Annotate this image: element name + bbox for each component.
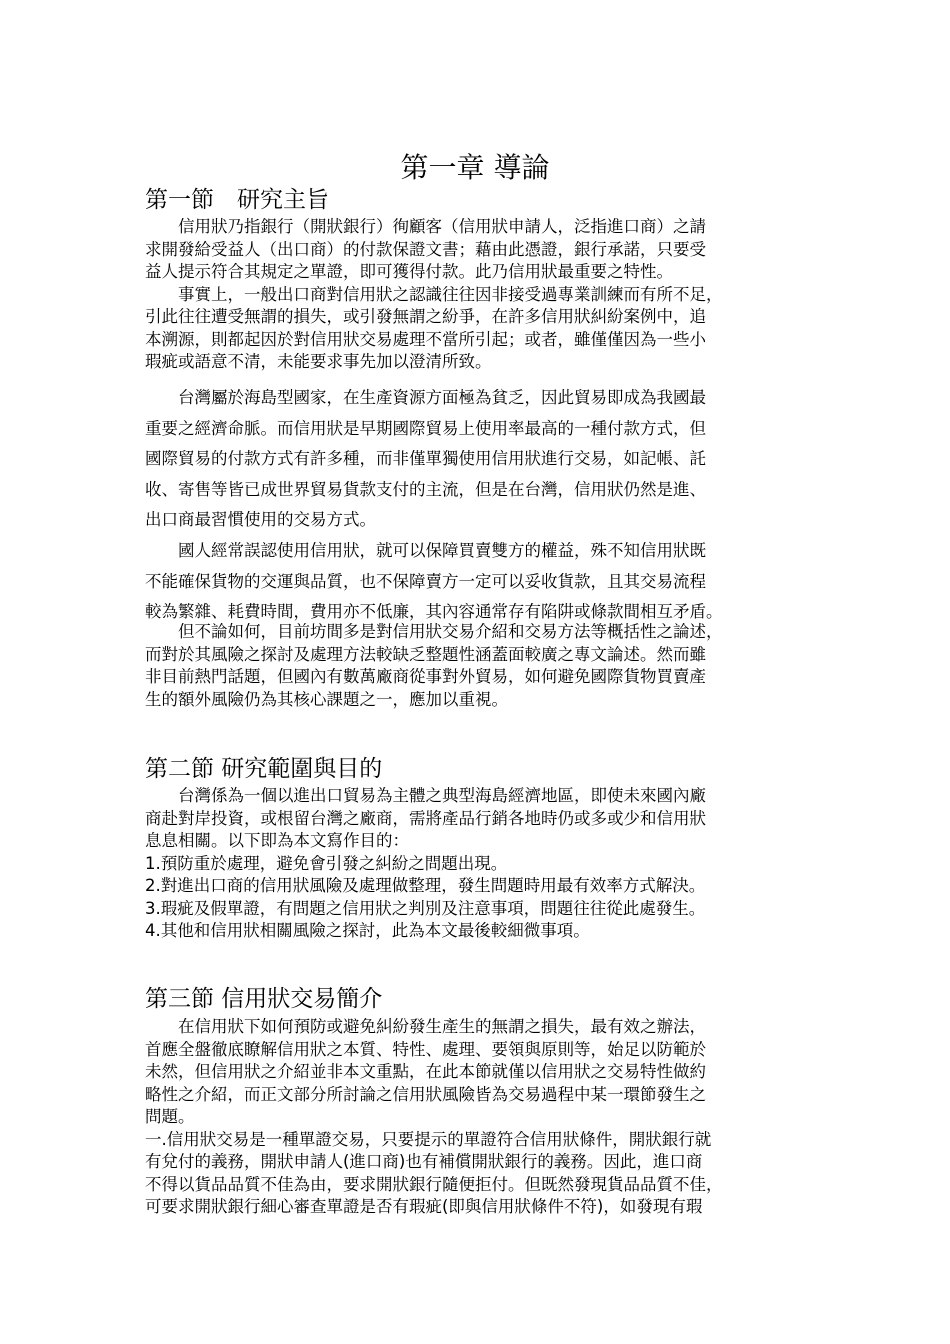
section-1-paragraph-3 — [145, 536, 825, 628]
section-2-paragraph-1 — [145, 785, 825, 943]
text-line: 而對於其風險之探討及處理方法較缺乏整題性涵蓋面較廣之專文論述。然而雖 — [145, 644, 706, 664]
section-2-title: 第二節 研究範圍與目的 — [145, 756, 383, 782]
text-line: 國際貿易的付款方式有許多種，而非僅單獨使用信用狀進行交易，如記帳、託 — [145, 449, 706, 468]
text-line: 問題。 — [145, 1107, 195, 1126]
text-line: 信用狀乃指銀行（開狀銀行）徇顧客（信用狀申請人，泛指進口商）之請 — [145, 217, 706, 236]
text-line: 不能確保貨物的交運與品質，也不保障賣方一定可以妥收貨款，且其交易流程 — [145, 571, 706, 591]
section-1-paragraph-4 — [145, 621, 825, 711]
section-3-title: 第三節 信用狀交易簡介 — [145, 986, 383, 1012]
text-line: 國人經常誤認使用信用狀，就可以保障買賣雙方的權益，殊不知信用狀既 — [145, 541, 706, 560]
text-line: 不得以貨品品質不佳為由，要求開狀銀行隨便拒付。但既然發現貨品品質不佳， — [145, 1174, 723, 1194]
text-line: 一.信用狀交易是一種單證交易，只要提示的單證符合信用狀條件，開狀銀行就 — [145, 1129, 712, 1149]
text-line: 出口商最習慣使用的交易方式。 — [145, 510, 376, 529]
text-line: 引此往往遭受無謂的損失，或引發無謂之紛爭，在許多信用狀糾紛案例中，追 — [145, 307, 706, 326]
text-line: 求開發給受益人（出口商）的付款保證文書；藉由此憑證，銀行承諾，只要受 — [145, 239, 706, 259]
text-line: 息息相關。以下即為本文寫作目的： — [145, 831, 409, 850]
list-item: 2.對進出口商的信用狀風險及處理做整理，發生問題時用最有效率方式解決。 — [145, 876, 706, 895]
text-line: 略性之介紹，而正文部分所討論之信用狀風險皆為交易過程中某一環節發生之 — [145, 1084, 706, 1104]
text-line: 較為繁雜、耗費時間，費用亦不低廉，其內容通常存有陷阱或條款間相互矛盾。 — [145, 602, 723, 621]
text-line: 台灣屬於海島型國家，在生產資源方面極為貧乏，因此貿易即成為我國最 — [145, 388, 706, 407]
text-line: 重要之經濟命脈。而信用狀是早期國際貿易上使用率最高的一種付款方式，但 — [145, 418, 706, 438]
text-line: 商赴對岸投資，或根留台灣之廠商，需將產品行銷各地時仍或多或少和信用狀 — [145, 808, 706, 828]
text-line: 收、寄售等皆已成世界貿易貨款支付的主流，但是在台灣，信用狀仍然是進、 — [145, 479, 706, 499]
text-line: 瑕疵或語意不清，未能要求事先加以澄清所致。 — [145, 352, 492, 371]
text-line: 可要求開狀銀行細心審查單證是否有瑕疵(即與信用狀條件不符)，如發現有瑕 — [145, 1197, 703, 1216]
text-line: 事實上，一般出口商對信用狀之認識往往因非接受過專業訓練而有所不足， — [145, 284, 723, 304]
text-line: 非目前熱門話題，但國內有數萬廠商從事對外貿易，如何避免國際貨物買賣產 — [145, 667, 706, 686]
text-line: 首應全盤徹底瞭解信用狀之本質、特性、處理、要領與原則等，始足以防範於 — [145, 1039, 706, 1059]
text-line: 生的額外風險仍為其核心課題之一，應加以重視。 — [145, 689, 508, 709]
chapter-title: 第一章 導論 — [400, 151, 550, 184]
list-item: 1.預防重於處理，避免會引發之糾紛之問題出現。 — [145, 853, 508, 873]
list-item: 3.瑕疵及假單證，有問題之信用狀之判別及注意事項，問題往往從此處發生。 — [145, 898, 706, 918]
text-line: 台灣係為一個以進出口貿易為主體之典型海島經濟地區，即使未來國內廠 — [145, 786, 706, 805]
text-line: 本溯源，則都起因於對信用狀交易處理不當所引起；或者，雖僅僅因為一些小 — [145, 329, 706, 349]
section-1-paragraph-2 — [145, 383, 825, 536]
text-line: 在信用狀下如何預防或避免糾紛發生產生的無謂之損失，最有效之辦法， — [145, 1017, 706, 1036]
text-line: 益人提示符合其規定之單證，即可獲得付款。此乃信用狀最重要之特性。 — [145, 262, 673, 281]
section-3-paragraph-1 — [145, 1016, 825, 1219]
list-item: 4.其他和信用狀相關風險之探討，此為本文最後較細微事項。 — [145, 921, 590, 940]
section-1-title: 第一節 研究主旨 — [145, 187, 329, 213]
section-1-paragraph-1 — [145, 216, 825, 374]
text-line: 有兌付的義務，開狀申請人(進口商)也有補償開狀銀行的義務。因此，進口商 — [145, 1152, 703, 1171]
text-line: 未然，但信用狀之介紹並非本文重點，在此本節就僅以信用狀之交易特性做約 — [145, 1062, 706, 1081]
text-line: 但不論如何，目前坊間多是對信用狀交易介紹和交易方法等概括性之論述， — [145, 622, 723, 641]
